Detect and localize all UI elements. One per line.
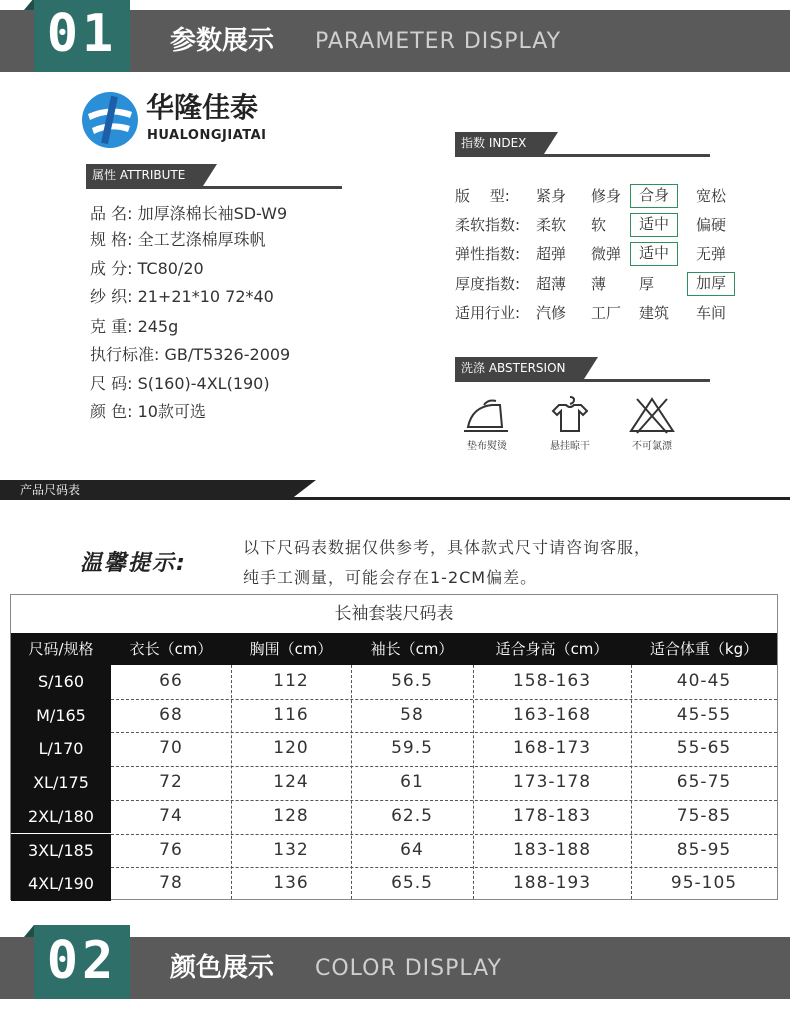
size-table-header [11, 633, 777, 665]
brand-name-en: HUALONGJIATAI [147, 128, 267, 143]
size-col-divider [351, 665, 352, 899]
size-cell: 132 [273, 839, 309, 860]
size-cell: 65.5 [391, 873, 433, 894]
size-cell: 128 [273, 805, 309, 826]
size-cell: 56.5 [391, 671, 433, 691]
index-option: 超弹 [536, 245, 567, 263]
size-cell: 112 [273, 671, 309, 691]
index-option: 紧身 [536, 187, 567, 205]
size-cell: 136 [273, 873, 309, 894]
size-col-divider [473, 665, 474, 899]
index-option: 建筑 [639, 304, 670, 322]
section-title-en: COLOR DISPLAY [315, 956, 502, 981]
section-number: 01 [46, 4, 118, 64]
attr-item: 纱 织: 21+21*10 72*40 [90, 287, 274, 306]
size-cell: 183-188 [512, 839, 592, 860]
wash-label: 不可氯漂 [632, 441, 672, 452]
index-option-selected: 适中 [630, 242, 678, 266]
size-cell: 168-173 [512, 738, 592, 759]
wash-label: 悬挂晾干 [550, 441, 590, 452]
attr-item: 克 重: 245g [90, 317, 179, 336]
index-option: 宽松 [696, 187, 727, 205]
size-cell: 40-45 [676, 671, 732, 691]
size-table-title: 长袖套装尺码表 [334, 604, 454, 624]
size-cell: 58 [400, 704, 424, 725]
tip-title: 温馨提示: [80, 551, 187, 576]
section-number-box [34, 0, 130, 72]
size-cell: 45-55 [676, 704, 732, 725]
size-cell: 120 [273, 738, 309, 759]
size-cell: 188-193 [512, 873, 592, 894]
index-option: 车间 [696, 304, 727, 322]
index-option: 修身 [591, 187, 622, 205]
index-option: 柔软 [536, 216, 567, 234]
size-row-label: XL/175 [11, 766, 111, 800]
size-table-column-header: 袖长（cm） [370, 640, 454, 658]
size-cell: 163-168 [512, 704, 592, 725]
attribute-header-line [86, 186, 342, 189]
index-row [455, 184, 755, 208]
size-section-label: 产品尺码表 [0, 480, 290, 500]
size-cell: 61 [400, 772, 424, 793]
index-option-selected: 适中 [630, 213, 678, 237]
wash-header [455, 357, 710, 379]
no-bleach-icon [627, 395, 677, 435]
size-row-label: 2XL/180 [11, 800, 111, 834]
section-banner-color [0, 931, 790, 999]
brand-logo-icon [80, 90, 140, 150]
attr-item: 颜 色: 10款可选 [90, 402, 206, 421]
size-cell: 55-65 [676, 738, 732, 759]
size-cell: 64 [400, 839, 424, 860]
size-cell: 78 [159, 873, 183, 894]
size-cell: 75-85 [676, 805, 732, 826]
index-option: 汽修 [536, 304, 567, 322]
attr-item: 执行标准: GB/T5326-2009 [90, 345, 291, 364]
index-option: 软 [591, 216, 607, 234]
brand-name-cn: 华隆佳泰 [146, 91, 259, 124]
index-row [455, 301, 755, 325]
size-table-column-header: 胸围（cm） [249, 640, 333, 658]
index-row [455, 242, 755, 266]
index-option-selected: 合身 [630, 184, 678, 208]
size-cell: 76 [159, 839, 183, 860]
size-table-column-header: 尺码/规格 [28, 640, 94, 658]
section-title-cn: 参数展示 [170, 26, 275, 56]
iron-icon [462, 395, 512, 435]
index-row-label: 弹性指数: [455, 245, 521, 263]
size-cell: 72 [159, 772, 183, 793]
index-header [455, 132, 710, 154]
size-table-column-header: 衣长（cm） [129, 640, 213, 658]
section-number-box [34, 925, 130, 999]
size-col-divider [631, 665, 632, 899]
size-cell: 65-75 [676, 772, 732, 793]
index-option: 工厂 [591, 304, 622, 322]
section-banner-parameter [0, 4, 790, 72]
index-option: 厚 [639, 275, 655, 293]
index-option: 偏硬 [696, 216, 727, 234]
wash-item [452, 395, 522, 452]
hang-dry-icon [545, 395, 595, 435]
index-header-label: 指数 INDEX [455, 132, 544, 154]
size-cell: 158-163 [512, 671, 592, 691]
wash-label: 垫布熨烫 [467, 441, 507, 452]
size-cell: 178-183 [512, 805, 592, 826]
size-cell: 74 [159, 805, 183, 826]
size-row-label: S/160 [11, 665, 111, 699]
index-row [455, 213, 755, 237]
size-table-column-header: 适合体重（kg） [649, 640, 759, 658]
size-cell: 68 [159, 704, 183, 725]
size-cell: 124 [273, 772, 309, 793]
wash-item [617, 395, 687, 452]
size-cell: 62.5 [391, 805, 433, 826]
index-row-label: 柔软指数: [455, 216, 521, 234]
wash-header-line [455, 379, 710, 382]
size-cell: 116 [273, 704, 309, 725]
index-row [455, 272, 755, 296]
size-cell: 70 [159, 738, 183, 759]
index-option: 超薄 [536, 275, 567, 293]
section-title-en: PARAMETER DISPLAY [315, 29, 562, 54]
attribute-header-label: 属性 ATTRIBUTE [86, 164, 203, 186]
size-row-label: 3XL/185 [11, 834, 111, 868]
size-cell: 66 [159, 671, 183, 691]
index-option: 微弹 [591, 245, 622, 263]
index-option-selected: 加厚 [687, 272, 735, 296]
section-title-cn: 颜色展示 [170, 953, 275, 983]
size-table [10, 594, 778, 900]
wash-item [535, 395, 605, 452]
size-row-label: 4XL/190 [11, 867, 111, 901]
size-cell: 173-178 [512, 772, 592, 793]
size-cell: 95-105 [670, 873, 738, 894]
size-cell: 85-95 [676, 839, 732, 860]
tip-line: 以下尺码表数据仅供参考，具体款式尺寸请咨询客服， [243, 538, 652, 557]
size-cell: 59.5 [391, 738, 433, 759]
index-row-label: 厚度指数: [455, 275, 521, 293]
size-section-header [0, 480, 790, 500]
size-table-column-header: 适合身高（cm） [495, 640, 609, 658]
attr-item: 尺 码: S(160)-4XL(190) [90, 374, 270, 393]
index-header-line [455, 154, 710, 157]
index-row-label: 适用行业: [455, 304, 521, 322]
index-option: 薄 [591, 275, 607, 293]
size-col-divider [231, 665, 232, 899]
tip-line: 纯手工测量，可能会存在1-2CM偏差。 [243, 568, 538, 587]
wash-header-label: 洗涤 ABSTERSION [455, 357, 584, 379]
attr-item: 成 分: TC80/20 [90, 259, 204, 278]
index-option: 无弹 [696, 245, 727, 263]
size-row-label: M/165 [11, 699, 111, 733]
index-row-label: 版 型: [455, 187, 510, 205]
attr-item: 品 名: 加厚涤棉长袖SD-W9 [90, 204, 288, 223]
section-number: 02 [46, 931, 118, 991]
attr-item: 规 格: 全工艺涤棉厚珠帆 [90, 230, 266, 249]
size-row-label: L/170 [11, 732, 111, 766]
attribute-header [86, 164, 342, 186]
